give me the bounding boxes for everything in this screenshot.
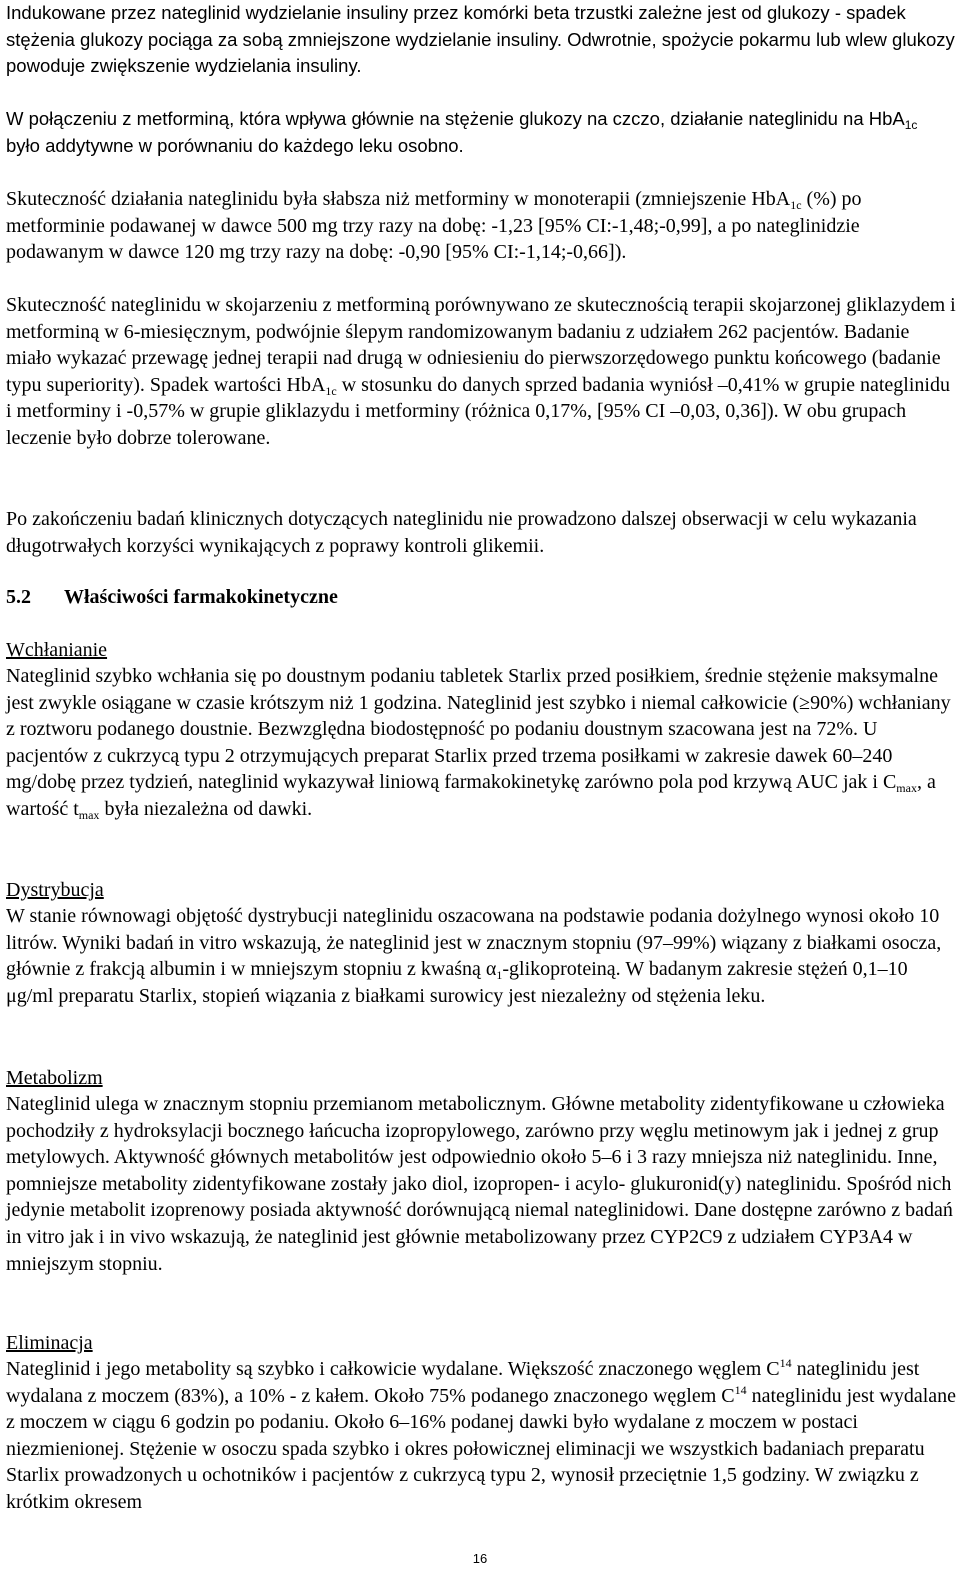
subheading-distribution: Dystrybucja [6,879,104,901]
paragraph-monotherapy-efficacy: Skuteczność działania nateglinidu była słabsza niż metforminy w monoterapii (zmniejszenie HbA$_{1c}$ (%) po metforminie podawanej w dawce 500 mg trzy razy na dobę: -1,23 [95% CI:-1,48;-0,99], a po nateglinidzie podawanym w dawce 120 mg trzy razy na dobę: -0,90 [95% CI:-1,14;-0,66]). [6,188,862,264]
paragraph-no-followup: Po zakończeniu badań klinicznych dotyczących nateglinidu nie prowadzono dalszej obserwacji w celu wykazania długotrwałych korzyści wynikających z poprawy kontroli glikemii. [6,508,917,557]
paragraph-distribution: W stanie równowagi objętość dystrybucji nateglinidu oszacowana na podstawie podania dożylnego wynosi około 10 litrów. Wyniki badań in vitro wskazują, że nateglinid jest w znacznym stopniu (97–99%) wiązany z białkami osocza, głównie z frakcją albumin i w mniejszym stopniu z kwaśną $\alpha_1$-glikoproteiną. W badanym zakresie stężeń 0,1–10 μg/ml preparatu Starlix, stopień wiązania z białkami surowicy jest niezależny od stężenia leku. [6,905,942,1007]
subheading-elimination: Eliminacja [6,1332,93,1354]
paragraph-gliclazide-comparison: Skuteczność nateglinidu w skojarzeniu z metforminą porównywano ze skutecznością terapii skojarzonej gliklazydem i metforminą w 6-miesięcznym, podwójnie ślepym randomizowanym badaniu z udziałem 262 pacjentów. Badanie miało wykazać przewagę jednej terapii nad drugą w odniesieniu do pierwszorzędowego punktu końcowego (badanie typu superiority). Spadek wartości HbA$_{1c}$ w stosunku do danych sprzed badania wyniósł –0,41% w grupie nateglinidu i metforminy i -0,57% w grupie gliklazydu i metforminy (różnica 0,17%, [95% CI –0,03, 0,36]). W obu grupach leczenie było dobrze tolerowane. [6,294,956,449]
section-heading: 5.2 Właściwości farmakokinetyczne [6,586,338,608]
paragraph-insulin-secretion: Indukowane przez nateglinid wydzielanie insuliny przez komórki beta trzustki zależne jest od glukozy - spadek stężenia glukozy pociąga za sobą zmniejszone wydzielanie insuliny. Odwrotnie, spożycie pokarmu lub wlew glukozy powoduje zwiększenie wydzielania insuliny. [6,2,955,76]
paragraph-metabolism: Nateglinid ulega w znacznym stopniu przemianom metabolicznym. Główne metabolity zidentyfikowane u człowieka pochodziły z hydroksylacji bocznego łańcucha izopropylowego, zarówno przy węglu metinowym jak i jednej z grup metylowych. Aktywność głównych metabolitów jest odpowiednio około 5–6 i 3 razy mniejsza niż nateglinidu. Inne, pomniejsze metabolity zidentyfikowane zostały jako diol, izopropen- i acylo- glukuronid(y) nateglinidu. Spośród nich jedynie metabolit izoprenowy posiada aktywność dorównującą niemal nateglinidowi. Dane dostępne zarówno z badań in vitro jak i in vivo wskazują, że nateglinid jest głównie metabolizowany przez CYP2C9 z udziałem CYP3A4 w mniejszym stopniu. [6,1093,953,1275]
subheading-metabolism: Metabolizm [6,1067,103,1089]
paragraph-metformin-combination: W połączeniu z metforminą, która wpływa głównie na stężenie glukozy na czczo, działanie nateglinidu na HbA$_{1c}$ było addytywne w porównaniu do każdego leku osobno. [6,108,918,156]
page-number: 16 [472,1551,488,1566]
paragraph-elimination: Nateglinid i jego metabolity są szybko i całkowicie wydalane. Większość znaczonego węglem $C^{14}$ nateglinidu jest wydalana z moczem (83%), a 10% - z kałem. Około 75% podanego znaczonego węglem $C^{14}$ nateglinidu jest wydalane z moczem w ciągu 6 godzin po podaniu. Około 6–16% podanej dawki było wydalane z moczem w postaci niezmienionej. Stężenie w osoczu spada szybko i okres połowicznej eliminacji we wszystkich badaniach preparatu Starlix prowadzonych u ochotników i pacjentów z cukrzycą typu 2, wynosił przeciętnie 1,5 godziny. W związku z krótkim okresem [6,1356,957,1513]
paragraph-absorption: Nateglinid szybko wchłania się po doustnym podaniu tabletek Starlix przed posiłkiem, średnie stężenie maksymalne jest zwykle osiągane w czasie krótszym niż 1 godzina. Nateglinid jest szybko i niemal całkowicie (≥90%) wchłaniany z roztworu podanego doustnie. Bezwzględna biodostępność po podaniu doustnym szacowana jest na 72%. U pacjentów z cukrzycą typu 2 otrzymujących preparat Starlix przed trzema posiłkami w zakresie dawek 60–240 mg/dobę przez tydzień, nateglinid wykazywał liniową farmakokinetykę zarówno pola pod krzywą AUC jak i $C_{max}$, a wartość $t_{max}$ była niezależna od dawki. [6,665,951,822]
subheading-absorption: Wchłanianie [6,639,108,661]
